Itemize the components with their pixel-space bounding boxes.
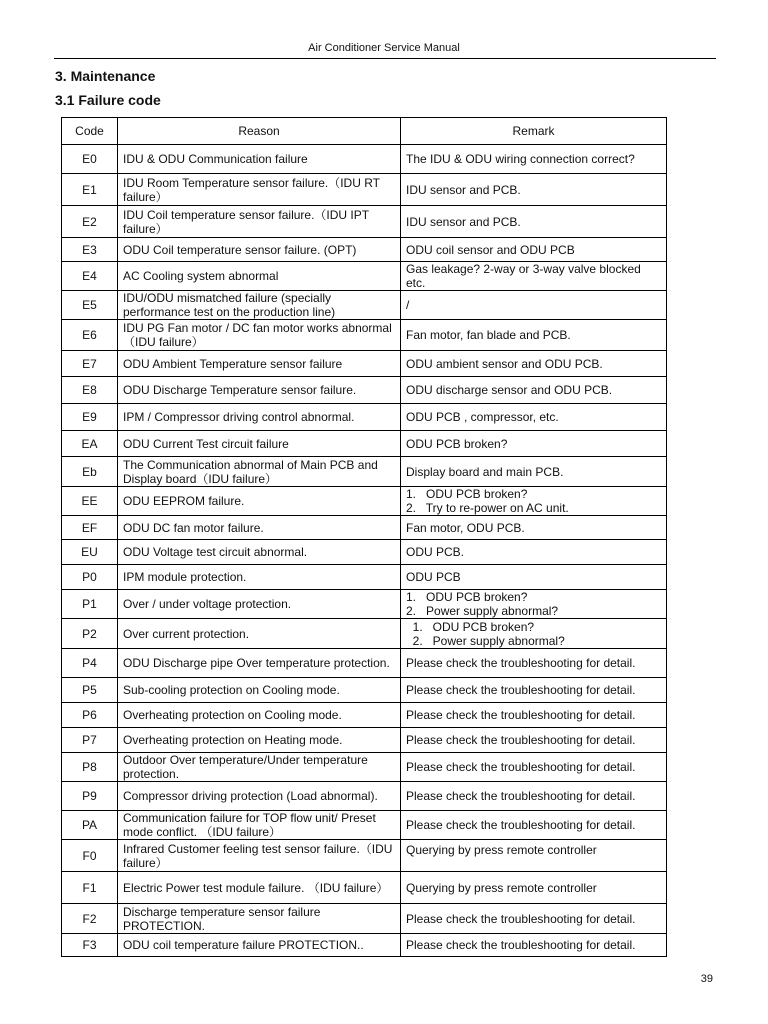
cell-code: E0 [62,145,118,174]
table-row [62,351,667,377]
cell-reason: The Communication abnormal of Main PCB and Display board（IDU failure） [118,457,401,487]
table-row [62,728,667,753]
cell-reason: IDU Room Temperature sensor failure.（IDU RT failure） [118,174,401,206]
table-row [62,840,667,872]
failure-code-table [61,117,667,957]
table-header-row [62,118,667,145]
table-row [62,291,667,320]
cell-remark: ODU discharge sensor and ODU PCB. [401,377,667,404]
cell-reason: Discharge temperature sensor failure PROTECTION. [118,904,401,934]
table-row [62,540,667,565]
column-header-reason: Reason [118,118,401,145]
cell-remark: Please check the troubleshooting for detail. [401,753,667,782]
page-number: 39 [700,973,713,985]
table-row [62,811,667,840]
cell-reason: Overheating protection on Heating mode. [118,728,401,753]
cell-code: E4 [62,262,118,291]
cell-remark: Please check the troubleshooting for detail. [401,678,667,703]
cell-remark: Please check the troubleshooting for detail. [401,904,667,934]
cell-remark: Please check the troubleshooting for detail. [401,649,667,678]
cell-code: P6 [62,703,118,728]
cell-reason: ODU Coil temperature sensor failure. (OPT) [118,238,401,262]
cell-code: P0 [62,565,118,590]
table-row [62,262,667,291]
cell-remark: Display board and main PCB. [401,457,667,487]
cell-remark: Fan motor, fan blade and PCB. [401,320,667,351]
cell-remark: ODU ambient sensor and ODU PCB. [401,351,667,377]
cell-remark: IDU sensor and PCB. [401,206,667,238]
cell-reason: ODU Voltage test circuit abnormal. [118,540,401,565]
cell-code: F2 [62,904,118,934]
cell-remark: IDU sensor and PCB. [401,174,667,206]
cell-remark: Querying by press remote controller [401,840,667,872]
table-row [62,753,667,782]
cell-code: E8 [62,377,118,404]
table-row [62,703,667,728]
table-row [62,678,667,703]
cell-remark: ODU coil sensor and ODU PCB [401,238,667,262]
table-row [62,649,667,678]
cell-code: E6 [62,320,118,351]
cell-code: E9 [62,404,118,431]
cell-reason: Compressor driving protection (Load abnormal). [118,782,401,811]
cell-reason: ODU DC fan motor failure. [118,516,401,540]
cell-code: P4 [62,649,118,678]
cell-code: P1 [62,590,118,619]
cell-remark: ODU PCB [401,565,667,590]
column-header-code: Code [62,118,118,145]
cell-reason: ODU Discharge pipe Over temperature protection. [118,649,401,678]
cell-reason: AC Cooling system abnormal [118,262,401,291]
cell-reason: ODU coil temperature failure PROTECTION.. [118,934,401,957]
section-heading: 3. Maintenance [55,68,156,84]
cell-reason: Electric Power test module failure. （IDU failure） [118,872,401,904]
cell-remark: ODU PCB , compressor, etc. [401,404,667,431]
cell-remark: ODU PCB broken? [401,431,667,457]
cell-reason: IDU & ODU Communication failure [118,145,401,174]
cell-reason: ODU EEPROM failure. [118,487,401,516]
header-rule [54,58,716,59]
table-row [62,782,667,811]
cell-reason: IDU/ODU mismatched failure (specially performance test on the production line) [118,291,401,320]
cell-reason: Outdoor Over temperature/Under temperature protection. [118,753,401,782]
cell-reason: IDU Coil temperature sensor failure.（IDU IPT failure） [118,206,401,238]
cell-remark: Please check the troubleshooting for detail. [401,703,667,728]
cell-code: F3 [62,934,118,957]
cell-code: EF [62,516,118,540]
cell-reason: IPM / Compressor driving control abnormal. [118,404,401,431]
table-row [62,904,667,934]
cell-remark: Please check the troubleshooting for detail. [401,728,667,753]
cell-reason: Over current protection. [118,619,401,649]
cell-reason: ODU Discharge Temperature sensor failure. [118,377,401,404]
cell-reason: ODU Current Test circuit failure [118,431,401,457]
table-row [62,431,667,457]
cell-remark: The IDU & ODU wiring connection correct? [401,145,667,174]
cell-remark: Please check the troubleshooting for detail. [401,811,667,840]
cell-remark: Fan motor, ODU PCB. [401,516,667,540]
cell-code: EA [62,431,118,457]
cell-code: P5 [62,678,118,703]
cell-code: EU [62,540,118,565]
cell-code: E5 [62,291,118,320]
cell-code: F1 [62,872,118,904]
table-row [62,934,667,957]
cell-remark: 1. ODU PCB broken? 2. Try to re-power on AC unit. [401,487,667,516]
cell-reason: Over / under voltage protection. [118,590,401,619]
cell-code: P2 [62,619,118,649]
cell-remark: 1. ODU PCB broken? 2. Power supply abnormal? [401,619,667,649]
table-row [62,487,667,516]
cell-code: P8 [62,753,118,782]
cell-remark: 1. ODU PCB broken? 2. Power supply abnormal? [401,590,667,619]
table-body [62,145,667,957]
cell-remark: Please check the troubleshooting for detail. [401,934,667,957]
cell-code: Eb [62,457,118,487]
cell-reason: Overheating protection on Cooling mode. [118,703,401,728]
cell-remark: Please check the troubleshooting for detail. [401,782,667,811]
table-row [62,174,667,206]
table-row [62,320,667,351]
cell-remark: Gas leakage? 2-way or 3-way valve blocked etc. [401,262,667,291]
cell-reason: Communication failure for TOP flow unit/ Preset mode conflict. （IDU failure） [118,811,401,840]
cell-remark: Querying by press remote controller [401,872,667,904]
cell-reason: ODU Ambient Temperature sensor failure [118,351,401,377]
cell-code: F0 [62,840,118,872]
cell-reason: Sub-cooling protection on Cooling mode. [118,678,401,703]
cell-code: P7 [62,728,118,753]
cell-code: E7 [62,351,118,377]
table-row [62,377,667,404]
cell-remark: ODU PCB. [401,540,667,565]
cell-remark: / [401,291,667,320]
cell-code: E3 [62,238,118,262]
table-row [62,619,667,649]
cell-code: E1 [62,174,118,206]
cell-reason: Infrared Customer feeling test sensor failure.（IDU failure） [118,840,401,872]
cell-code: E2 [62,206,118,238]
table-row [62,145,667,174]
table-row [62,590,667,619]
table-row [62,404,667,431]
cell-reason: IDU PG Fan motor / DC fan motor works abnormal（IDU failure） [118,320,401,351]
cell-code: P9 [62,782,118,811]
table-row [62,238,667,262]
cell-code: PA [62,811,118,840]
subsection-heading: 3.1 Failure code [55,92,161,108]
table-row [62,457,667,487]
table-row [62,516,667,540]
column-header-remark: Remark [401,118,667,145]
cell-reason: IPM module protection. [118,565,401,590]
table-row [62,565,667,590]
running-header: Air Conditioner Service Manual [308,42,460,54]
cell-code: EE [62,487,118,516]
table-row [62,872,667,904]
table-row [62,206,667,238]
